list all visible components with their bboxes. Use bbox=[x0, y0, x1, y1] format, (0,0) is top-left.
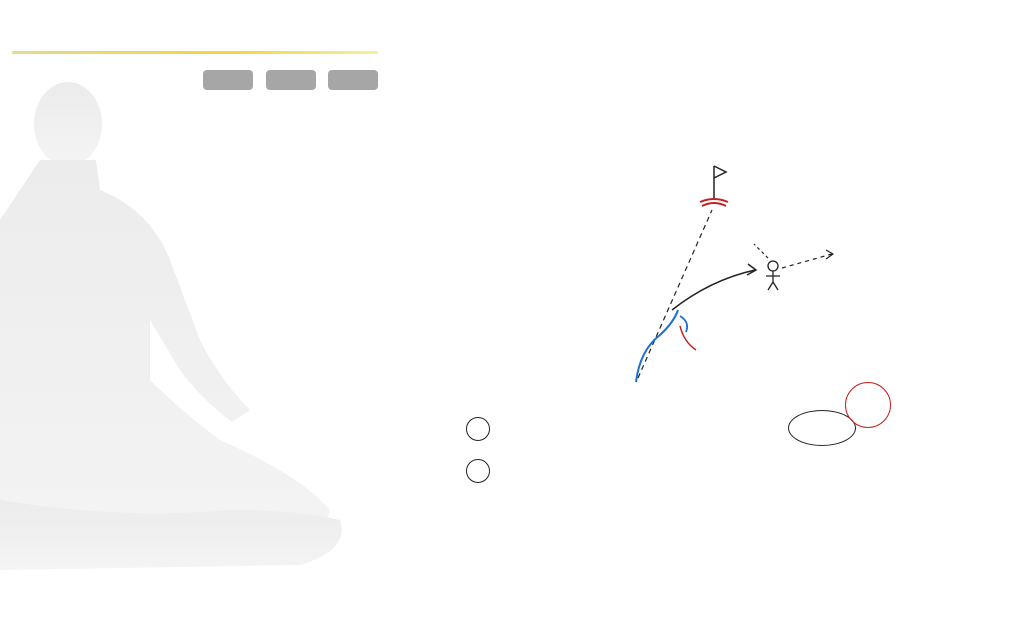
meditation-silhouette-image bbox=[0, 80, 400, 600]
seigi-circle bbox=[788, 410, 856, 446]
circle-kan bbox=[466, 417, 490, 441]
red-pointer-arrow bbox=[680, 326, 696, 350]
column-header-s bbox=[266, 70, 316, 90]
dashed-path-to-flag bbox=[638, 210, 712, 378]
person-icon bbox=[768, 261, 778, 271]
header-underline bbox=[12, 51, 378, 54]
path-diagram bbox=[600, 150, 860, 400]
column-header-oc bbox=[328, 70, 378, 90]
blue-path bbox=[636, 310, 678, 382]
column-header-pn bbox=[203, 70, 253, 90]
dashed-arrow-up-left bbox=[754, 244, 768, 258]
solid-path-arrow bbox=[672, 270, 755, 310]
circle-yoku bbox=[466, 459, 490, 483]
tanin-circle bbox=[845, 382, 891, 428]
dashed-arrow-right bbox=[782, 254, 832, 268]
flag-icon bbox=[714, 166, 726, 178]
flag-base-mark bbox=[700, 199, 728, 206]
